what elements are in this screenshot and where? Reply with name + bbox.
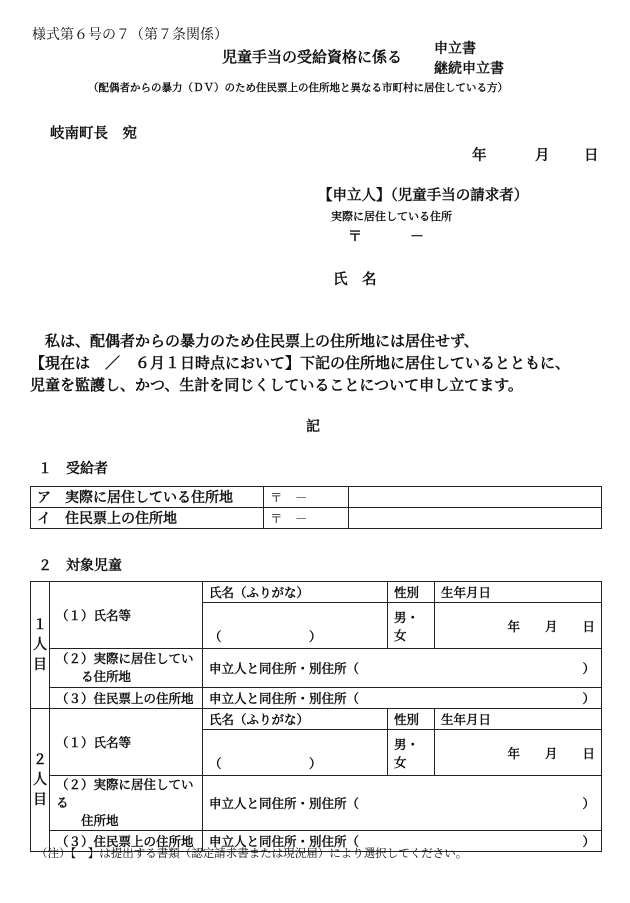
registered-address-postal[interactable]: 〒 － — [264, 508, 349, 529]
child1-name-item: （１）氏名等 — [50, 582, 203, 649]
child1-sex-head: 性別 — [388, 582, 435, 603]
child2-address-value[interactable]: 申立人と同住所・別住所（ ） — [203, 776, 602, 831]
child1-birth-value[interactable]: 年 月 日 — [435, 603, 602, 649]
statement-line-1: 私は、配偶者からの暴力のため住民票上の住所地には居住せず、 — [30, 332, 479, 350]
child1-side-label: １ 人 目 — [31, 582, 50, 709]
child2-name-head: 氏名（ふりがな） — [203, 709, 388, 730]
child2-registry-value[interactable]: 申立人と同住所・別住所（ ） — [203, 831, 602, 852]
children-table — [30, 581, 602, 852]
statement-line-2: 【現在は ／ ６月１日時点において】下記の住所地に居住しているとともに、 — [30, 354, 571, 372]
ki-mark: 記 — [306, 419, 320, 435]
child2-sex-value[interactable]: 男・女 — [388, 730, 435, 776]
form-title: 児童手当の受給資格に係る — [222, 48, 403, 66]
child2-birth-head: 生年月日 — [435, 709, 602, 730]
recipient-table — [30, 486, 602, 529]
child1-registry-item: （３）住民票上の住所地 — [50, 688, 203, 709]
actual-address-field[interactable] — [349, 487, 602, 508]
table-row — [31, 582, 602, 603]
addressee: 岐南町長 宛 — [50, 125, 137, 142]
child1-name-head: 氏名（ふりがな） — [203, 582, 388, 603]
section1-heading: １ 受給者 — [38, 461, 108, 477]
child2-name-item: （１）氏名等 — [50, 709, 203, 776]
date-year: 年 — [472, 147, 487, 164]
title-option-continue: 継続申立書 — [434, 61, 504, 77]
child1-registry-value[interactable]: 申立人と同住所・別住所（ ） — [203, 688, 602, 709]
title-option-apply: 申立書 — [434, 41, 476, 57]
child2-birth-value[interactable]: 年 月 日 — [435, 730, 602, 776]
applicant-name-label: 氏 名 — [333, 271, 377, 288]
child2-side-label: ２ 人 目 — [31, 709, 50, 852]
child2-address-item: （２）実際に居住している 住所地 — [50, 776, 203, 831]
table-row — [31, 487, 602, 508]
applicant-address-label: 実際に居住している住所 — [331, 210, 452, 223]
table-row — [31, 649, 602, 688]
child1-address-value[interactable]: 申立人と同住所・別住所（ ） — [203, 649, 602, 688]
applicant-heading: 【申立人】（児童手当の請求者） — [318, 187, 529, 204]
table-row — [31, 776, 602, 831]
child1-sex-value[interactable]: 男・女 — [388, 603, 435, 649]
table-row — [31, 508, 602, 529]
actual-address-postal[interactable]: 〒 － — [264, 487, 349, 508]
registered-address-label: イ 住民票上の住所地 — [31, 508, 264, 529]
child2-furigana[interactable]: （ ） — [203, 730, 388, 776]
child1-address-item: （２）実際に居住してい る住所地 — [50, 649, 203, 688]
child2-registry-item: （３）住民票上の住所地 — [50, 831, 203, 852]
table-row — [31, 688, 602, 709]
section2-heading: ２ 対象児童 — [38, 558, 122, 574]
actual-address-label: ア 実際に居住している住所地 — [31, 487, 264, 508]
date-day: 日 — [584, 147, 599, 164]
footnote: （注）【 】は提出する書類（認定請求書または現況届）により選択してください。 — [36, 846, 468, 860]
child2-sex-head: 性別 — [388, 709, 435, 730]
date-month: 月 — [535, 147, 550, 164]
table-row — [31, 709, 602, 730]
statement-line-3: 児童を監護し、かつ、生計を同じくしていることについて申し立てます。 — [30, 376, 523, 394]
postal-dash: － — [410, 229, 424, 245]
registered-address-field[interactable] — [349, 508, 602, 529]
postal-mark: 〒 — [348, 229, 362, 245]
child1-furigana[interactable]: （ ） — [203, 603, 388, 649]
form-number: 様式第６号の７（第７条関係） — [32, 27, 228, 43]
form-subtitle: （配偶者からの暴力（ＤＶ）のため住民票上の住所地と異なる市町村に居住している方） — [88, 82, 508, 94]
child1-birth-head: 生年月日 — [435, 582, 602, 603]
